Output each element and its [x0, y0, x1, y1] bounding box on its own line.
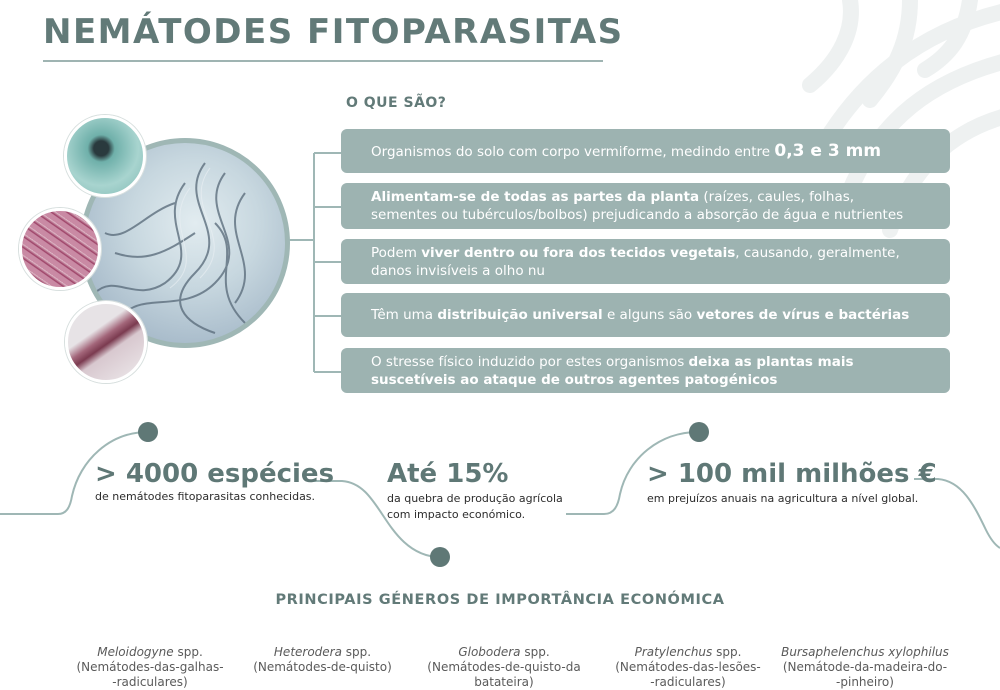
- root-section-image: [65, 301, 147, 383]
- genus-pratylenchus: Pratylenchus spp. (Nemátodes-das-lesões- -radiculares): [615, 645, 761, 689]
- nematode-on-root-image: [64, 115, 146, 197]
- stained-root-tissue-image: [19, 208, 101, 290]
- genus-bursaphelenchus: Bursaphelenchus xylophilus (Nemátode-da-madeira-do- -pinheiro): [781, 645, 949, 689]
- stat-production-caption: da quebra de produção agrícola com impacto económico.: [387, 492, 563, 521]
- genus-globodera: Globodera spp. (Nemátodes-de-quisto-da batateira): [427, 645, 581, 689]
- genera-section-title: PRINCIPAIS GÉNEROS DE IMPORTÂNCIA ECONÓMICA: [275, 592, 725, 608]
- genus-heterodera: Heterodera spp. (Nemátodes-de-quisto): [253, 645, 392, 674]
- info-box-stress: O stresse físico induzido por estes organismos deixa as plantas mais suscetíveis ao ataque de outros agentes patogénicos: [341, 348, 950, 393]
- info-box-habitat: Podem viver dentro ou fora dos tecidos vegetais, causando, geralmente, danos invisíveis a olho nu: [341, 239, 950, 284]
- info-box-distribution: Têm uma distribuição universal e alguns são vetores de vírus e bactérias: [341, 293, 950, 337]
- stat-economic-caption: em prejuízos anuais na agricultura a nível global.: [647, 492, 919, 505]
- stat-species-count: > 4000 espécies: [95, 459, 335, 489]
- stat-species-caption: de nemátodes fitoparasitas conhecidas.: [95, 490, 316, 503]
- stat-economic-loss: > 100 mil milhões €: [647, 459, 937, 489]
- stat-production-loss: Até 15%: [387, 459, 509, 489]
- genus-meloidogyne: Meloidogyne spp. (Nemátodes-das-galhas- -radiculares): [76, 645, 224, 689]
- info-box-feeding: Alimentam-se de todas as partes da planta (raízes, caules, folhas, sementes ou tubérculos/bolbos) prejudicando a absorção de água e nutrientes: [341, 183, 950, 229]
- info-box-size: Organismos do solo com corpo vermiforme, medindo entre 0,3 e 3 mm: [341, 129, 950, 173]
- section-label-what-are-they: O QUE SÃO?: [346, 95, 447, 111]
- page-title: NEMÁTODES FITOPARASITAS: [43, 12, 624, 52]
